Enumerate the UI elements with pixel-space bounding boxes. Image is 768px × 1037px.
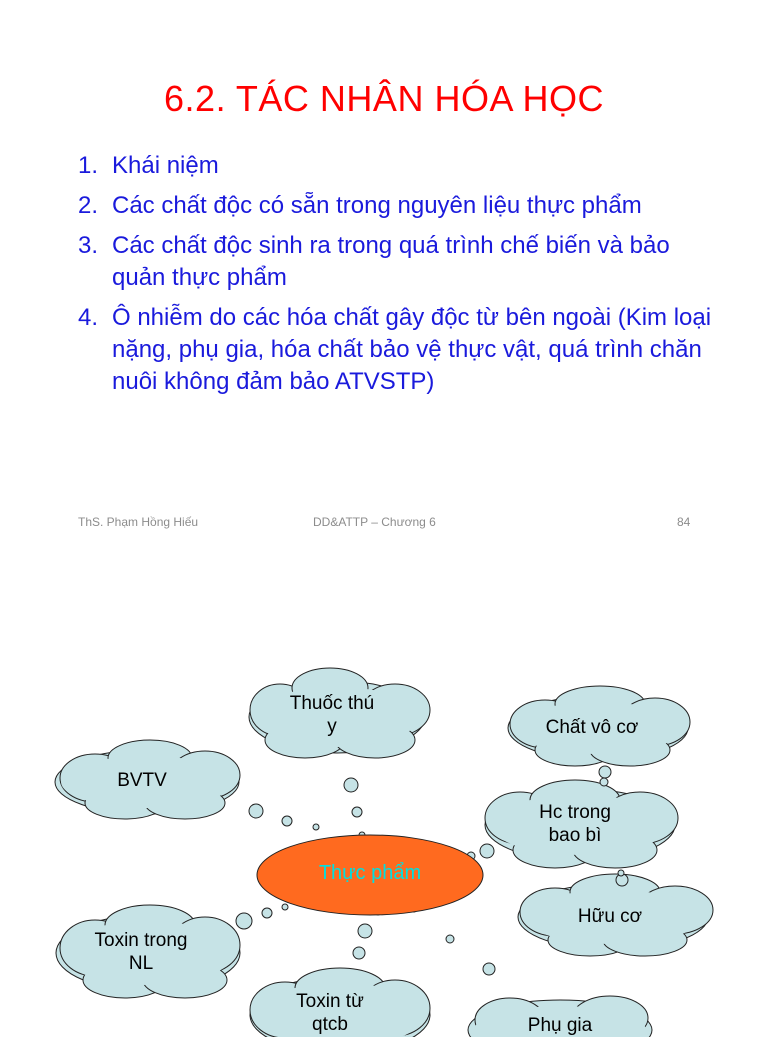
list-item: 3. Các chất độc sinh ra trong quá trình chế biến và bảo quản thực phẩm <box>78 232 670 291</box>
cloud-label-bvtv: BVTV <box>117 770 167 791</box>
slide-mindmap <box>0 560 768 1036</box>
center-label: Thực phẩm <box>318 862 422 884</box>
list-item: 2. Các chất độc có sẵn trong nguyên liệu thực phẩm <box>78 192 642 219</box>
footer-course: DD&ATTP – Chương 6 <box>313 515 436 529</box>
list-item: 4. Ô nhiễm do các hóa chất gây độc từ bên ngoài (Kim loại nặng, phụ gia, hóa chất bảo vệ thực vật, quá trình chăn nuôi không đảm bảo ATVSTP) <box>78 304 712 395</box>
cloud-label-partial: Phụ gia <box>527 1015 593 1036</box>
cloud-label-toxin-tu: Toxin từ qtcb <box>296 991 364 1035</box>
cloud-label-hc-bao-bi: Hc trong bao bì <box>539 802 611 846</box>
topic-list <box>78 150 718 406</box>
slide-title: 6.2. TÁC NHÂN HÓA HỌC <box>164 78 604 119</box>
footer-author: ThS. Phạm Hồng Hiếu <box>78 515 199 529</box>
cloud-label-chat-vo-co: Chất vô cơ <box>545 717 639 738</box>
footer-page-number: 84 <box>677 515 691 529</box>
list-item: 1. Khái niệm <box>78 152 219 179</box>
cloud-label-thuoc-thu-y: Thuốc thú y <box>289 693 375 737</box>
cloud-label-toxin-nl: Toxin trong NL <box>94 930 188 974</box>
cloud-label-huu-co: Hữu cơ <box>577 906 643 927</box>
